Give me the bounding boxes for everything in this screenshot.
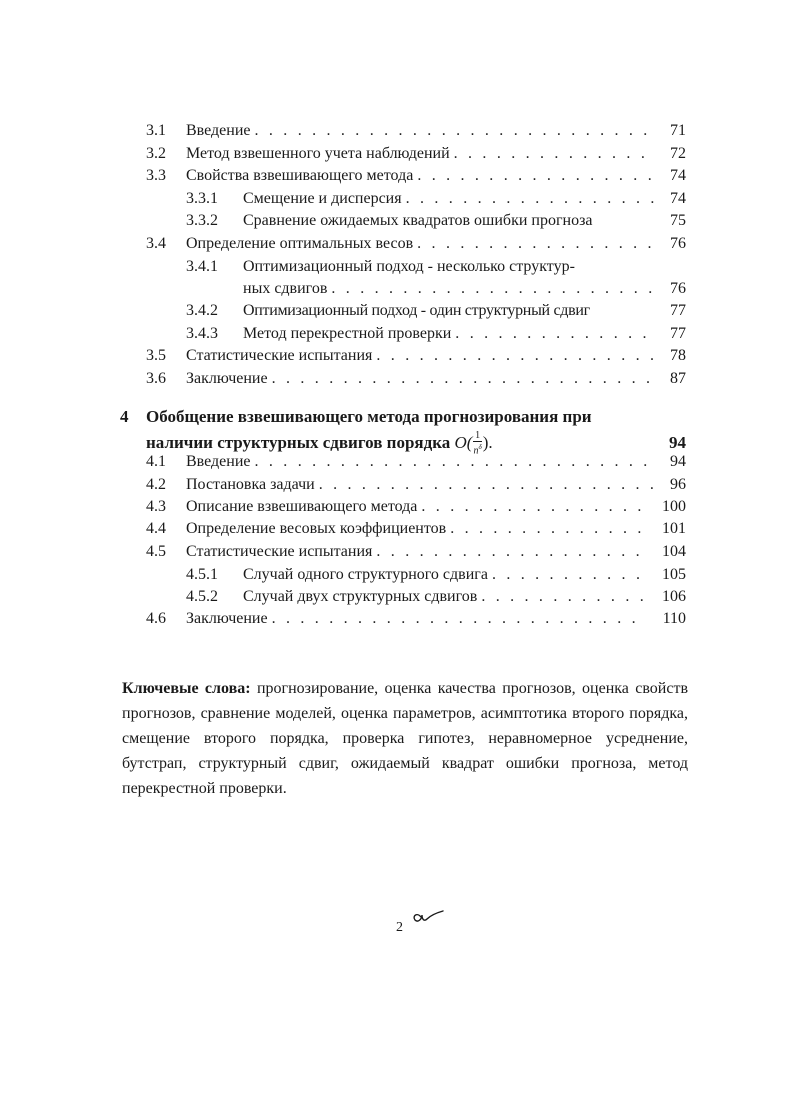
- toc-entry-title: Метод перекрестной проверки: [243, 325, 452, 342]
- toc-entry-title: Оптимизационный подход - один структурный сдвиг: [243, 302, 590, 319]
- math-order-close: ).: [482, 433, 493, 452]
- toc-leader-dots: [272, 608, 644, 630]
- toc-entry-page: 76: [670, 280, 686, 297]
- toc-entry-number: 3.5: [146, 347, 166, 364]
- toc-leader-dots: [255, 451, 657, 473]
- keywords-text: прогнозирование, оценка качества прогнозов, оценка свойств прогнозов, сравнение моделей, оценка параметров, асимптотика второго порядка, смещение второго порядка, проверка гипотез, неравномерное усреднение, бутстрап, структурный сдвиг, ожидаемый квадрат ошибки прогноза, метод перекрестной проверки.: [122, 680, 689, 797]
- toc-leader-dots: [376, 345, 656, 367]
- toc-entry-title: Статистические испытания: [186, 347, 373, 364]
- toc-entry-page: 77: [670, 302, 686, 319]
- toc-leader-dots: [455, 323, 656, 345]
- toc-leader-dots: [450, 518, 644, 540]
- toc-entry-page: 72: [670, 145, 686, 162]
- toc-entry-title: Случай одного структурного сдвига: [243, 566, 488, 583]
- chapter-page: 94: [669, 433, 686, 452]
- toc-entry-page: 74: [670, 190, 686, 207]
- toc-entry-number: 3.2: [146, 145, 166, 162]
- toc-entry-page: 94: [670, 453, 686, 470]
- toc-leader-dots: [331, 278, 656, 300]
- toc-entry-number: 4.3: [146, 498, 166, 515]
- toc-entry-number: 3.4.3: [186, 325, 218, 342]
- toc-leader-dots: [319, 474, 656, 496]
- toc-entry-page: 87: [670, 370, 686, 387]
- chapter-title-text: наличии структурных сдвигов порядка: [146, 433, 451, 452]
- toc-entry-title: Статистические испытания: [186, 543, 373, 560]
- toc-entry-page: 106: [662, 588, 686, 605]
- toc-entry-number: 4.5: [146, 543, 166, 560]
- toc-leader-dots: [417, 165, 656, 187]
- toc-leader-dots: [492, 564, 644, 586]
- toc-entry-number: 3.4.2: [186, 302, 218, 319]
- toc-leader-dots: [255, 120, 657, 142]
- toc-entry-page: 105: [662, 566, 686, 583]
- toc-leader-dots: [421, 496, 644, 518]
- math-order-open: O(: [454, 433, 473, 452]
- toc-entry-number: 3.4: [146, 235, 166, 252]
- toc-entry-title: Заключение: [186, 370, 268, 387]
- toc-entry-number: 3.6: [146, 370, 166, 387]
- toc-entry-number: 3.4.1: [186, 258, 218, 275]
- toc-entry-page: 96: [670, 476, 686, 493]
- toc-entry-page: 77: [670, 325, 686, 342]
- toc-entry-number: 4.5.1: [186, 566, 218, 583]
- toc-entry-title: Свойства взвешивающего метода: [186, 167, 414, 184]
- toc-leader-dots: [417, 233, 656, 255]
- page-number: 2: [396, 920, 403, 935]
- toc-entry-number: 4.2: [146, 476, 166, 493]
- toc-entry-title: Заключение: [186, 610, 268, 627]
- toc-leader-dots: [376, 541, 644, 563]
- toc-entry-page: 110: [662, 610, 686, 627]
- toc-entry-number: 3.3: [146, 167, 166, 184]
- toc-entry-title: Определение весовых коэффициентов: [186, 520, 447, 537]
- toc-entry-title: Введение: [186, 122, 251, 139]
- toc-entry-number: 4.6: [146, 610, 166, 627]
- toc-entry-title-continued: ных сдвигов: [243, 280, 328, 297]
- toc-entry-title: Оптимизационный подход - несколько структур-: [243, 258, 575, 275]
- toc-entry-title: Метод взвешенного учета наблюдений: [186, 145, 450, 162]
- toc-entry-number: 3.1: [146, 122, 166, 139]
- chapter-title-line1: Обобщение взвешивающего метода прогнозирования при: [146, 407, 592, 426]
- toc-entry-number: 3.3.1: [186, 190, 218, 207]
- toc-entry-page: 100: [662, 498, 686, 515]
- toc-entry-title: Сравнение ожидаемых квадратов ошибки прогноза: [243, 212, 593, 229]
- toc-entry-page: 78: [670, 347, 686, 364]
- toc-entry-title: Определение оптимальных весов: [186, 235, 414, 252]
- toc-entry-page: 71: [670, 122, 686, 139]
- toc-leader-dots: [406, 188, 656, 210]
- toc-leader-dots: [272, 368, 656, 390]
- toc-entry-number: 3.3.2: [186, 212, 218, 229]
- chapter-number: 4: [120, 407, 129, 426]
- toc-entry-title: Случай двух структурных сдвигов: [243, 588, 478, 605]
- keywords-paragraph: [122, 676, 688, 801]
- toc-entry-title: Смещение и дисперсия: [243, 190, 402, 207]
- toc-entry-number: 4.1: [146, 453, 166, 470]
- toc-entry-title: Постановка задачи: [186, 476, 315, 493]
- toc-leader-dots: [481, 586, 644, 608]
- denominator-base: n: [473, 445, 479, 457]
- toc-entry-page: 76: [670, 235, 686, 252]
- toc-entry-page: 75: [670, 212, 686, 229]
- toc-leader-dots: [454, 143, 656, 165]
- fraction-numerator: 1: [475, 430, 481, 442]
- denominator-exponent: δ: [478, 443, 482, 452]
- toc-entry-number: 4.5.2: [186, 588, 218, 605]
- handwritten-initial-mark: [411, 905, 445, 927]
- toc-entry-page: 101: [662, 520, 686, 537]
- toc-entry-title: Описание взвешивающего метода: [186, 498, 418, 515]
- toc-entry-page: 104: [662, 543, 686, 560]
- keywords-label: Ключевые слова:: [122, 680, 251, 697]
- toc-entry-number: 4.4: [146, 520, 166, 537]
- toc-entry-page: 74: [670, 167, 686, 184]
- toc-entry-title: Введение: [186, 453, 251, 470]
